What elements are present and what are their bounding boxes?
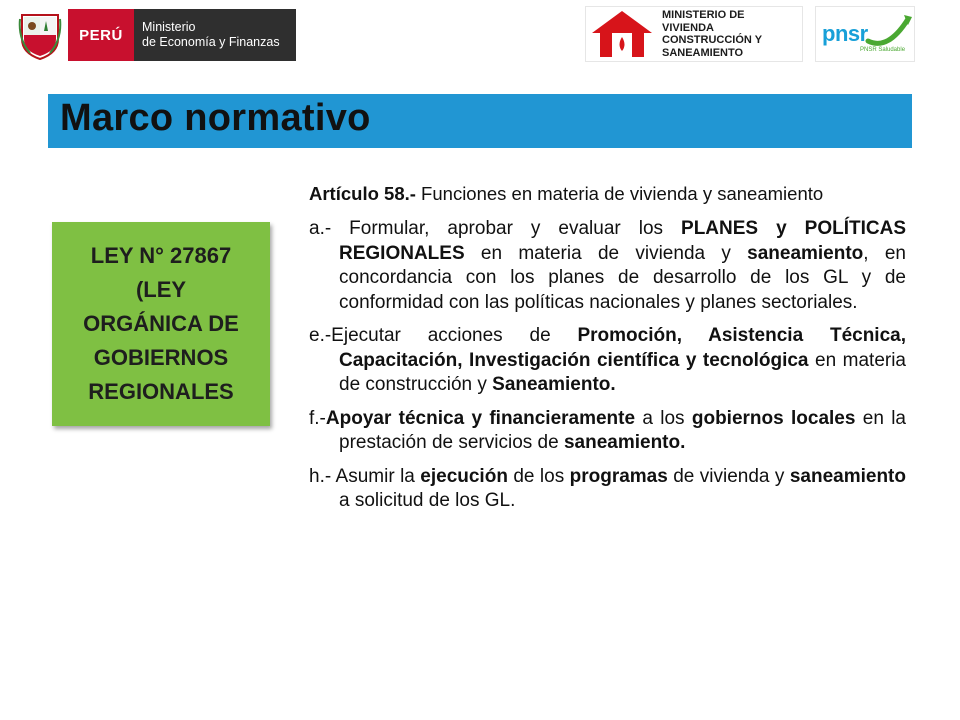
page-title: Marco normativo [60, 97, 371, 139]
mef-line2: de Economía y Finanzas [142, 35, 280, 49]
item-h-bold2: programas [569, 465, 668, 487]
pnsr-logo [815, 6, 915, 62]
law-line3: ORGÁNICA DE [83, 311, 239, 336]
article-description: Funciones en materia de vivienda y saneamiento [415, 183, 824, 204]
item-h-bold1: ejecución [420, 465, 508, 487]
mvcs-line1: MINISTERIO DE [662, 9, 745, 21]
item-h-text4: a solicitud de los GL. [339, 490, 516, 511]
law-line2: (LEY [135, 277, 187, 302]
item-e-bold1: Promoción, Asistencia Técnica, Capacitación, Investigación científica y tecnológica [339, 325, 906, 371]
item-h-bold3: saneamiento [789, 465, 906, 487]
item-a-bold1: PLANES y POLÍTICAS REGIONALES [339, 218, 906, 264]
mvcs-line2: VIVIENDA [662, 21, 714, 34]
house-icon [586, 7, 658, 61]
law-line5: REGIONALES [88, 379, 234, 404]
item-h-text2: de los [507, 465, 570, 487]
item-f-bold1: Apoyar técnica y financieramente [325, 407, 636, 429]
item-e [309, 324, 906, 398]
law-line1: LEY N° 27867 [90, 243, 232, 268]
item-a-text2: en materia de vivienda y [464, 242, 748, 264]
article-content [309, 178, 906, 523]
swoosh-icon [864, 11, 914, 51]
item-f [309, 407, 906, 456]
mvcs-logo [585, 6, 803, 62]
title-bar [48, 94, 912, 148]
pnsr-word: pnsr [822, 21, 868, 46]
law-title [61, 239, 261, 409]
item-e-text2: en materia de construcción y [339, 349, 906, 395]
pnsr-subtitle: PNSR Saludable [860, 47, 906, 53]
peru-label: PERÚ [68, 9, 134, 61]
mef-name [134, 20, 280, 50]
item-a-bold2: saneamiento [747, 242, 864, 264]
mef-logo [18, 8, 296, 62]
item-f-bold2: gobiernos locales [691, 407, 856, 429]
item-f-bold3: saneamiento. [563, 432, 686, 453]
item-a [309, 217, 906, 315]
item-h-text1: h.- Asumir la [309, 465, 421, 487]
mef-line1: Ministerio [142, 20, 196, 34]
item-f-text3: en la prestación de servicios de [339, 407, 906, 453]
item-h-text3: de vivienda y [667, 465, 790, 487]
item-f-text1: f.- [309, 407, 326, 429]
mvcs-name [658, 9, 762, 59]
item-f-text2: a los [635, 407, 692, 429]
mef-banner [68, 9, 296, 61]
mvcs-line4: SANEAMIENTO [662, 46, 744, 59]
law-box [52, 222, 270, 426]
item-h [309, 465, 906, 514]
item-a-text3: , en concordancia con los planes de desarrollo de los GL y de conformidad con las políticas nacionales y planes sectoriales. [339, 242, 906, 313]
item-a-text1: a.- Formular, aprobar y evaluar los [309, 218, 682, 239]
item-e-text1: e.-Ejecutar acciones de [309, 325, 578, 346]
article-number: Artículo 58.- [309, 183, 416, 204]
coat-of-arms-icon [18, 9, 62, 61]
mvcs-line3: CONSTRUCCIÓN Y [662, 34, 763, 46]
law-line4: GOBIERNOS [93, 345, 229, 370]
item-e-bold2: Saneamiento. [492, 374, 616, 395]
article-heading [309, 178, 906, 209]
